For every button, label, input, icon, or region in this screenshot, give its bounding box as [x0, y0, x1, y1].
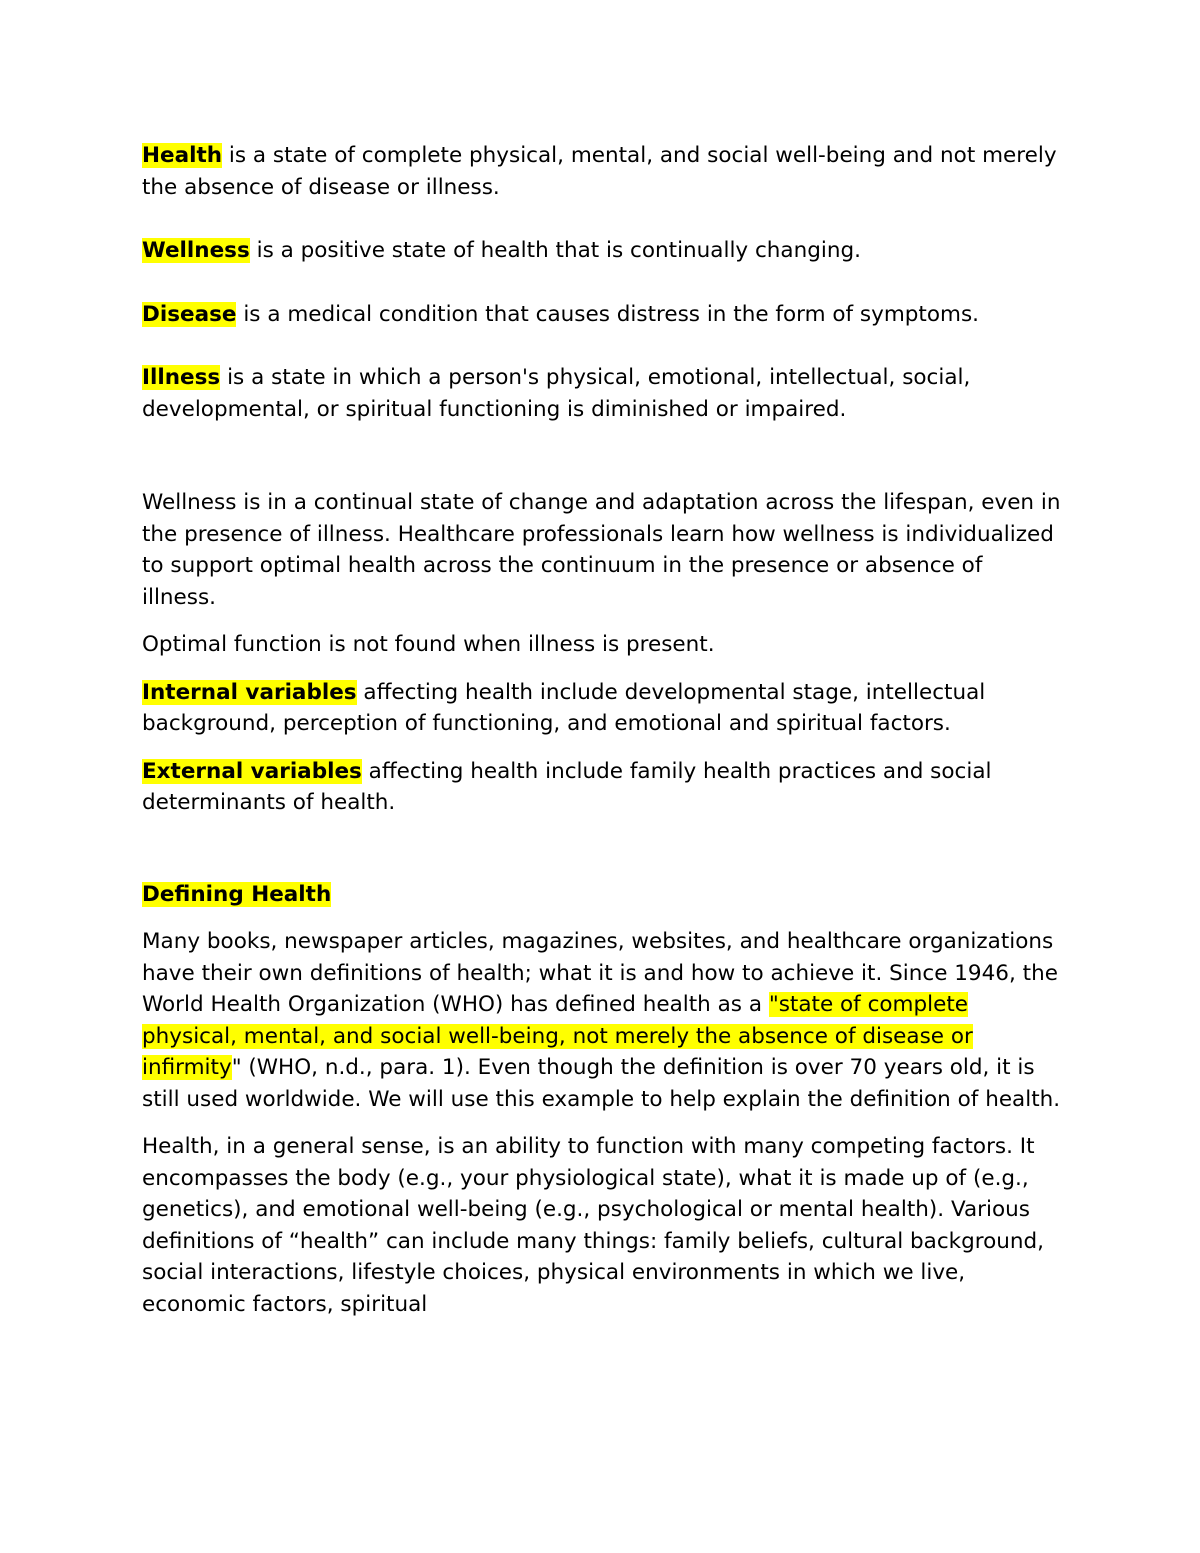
external-variables-text: affecting health include family health practices and social determinants of health.	[142, 758, 992, 815]
paragraph-1-after: " (WHO, n.d., para. 1). Even though the definition is over 70 years old, it is still used worldwide. We will use this example to help explain the definition of health.	[142, 1055, 1061, 1112]
paragraph-1-before: Many books, newspaper articles, magazines, websites, and healthcare organizations have their own definitions of health; what it is and how to achieve it. Since 1946, the World Health Organization (WHO) has defined health as a	[142, 929, 1058, 1017]
term-wellness: Wellness	[142, 238, 250, 263]
optimal-function-statement: Optimal function is not found when illness is present.	[142, 632, 715, 657]
section-heading-text: Defining Health	[142, 881, 332, 907]
defining-health-paragraph-2: Health, in a general sense, is an ability to function with many competing factors. It encompasses the body (e.g., your physiological state), what it is made up of (e.g., genetics), and emotional well-being (e.g., psychological or mental health). Various definitions of “health” can include many things: family beliefs, cultural background, social interactions, lifestyle choices, physical environments in which we live, economic factors, spiritual	[142, 1134, 1045, 1317]
definition-health-text: is a state of complete physical, mental, and social well-being and not merely the absence of disease or illness.	[142, 143, 1057, 200]
definition-illness-text: is a state in which a person's physical, emotional, intellectual, social, developmental, or spiritual functioning is diminished or impaired.	[142, 365, 971, 422]
internal-variables-text: affecting health include developmental stage, intellectual background, perception of functioning, and emotional and spiritual factors.	[142, 679, 986, 736]
section-heading	[142, 879, 1062, 911]
term-disease: Disease	[142, 301, 237, 327]
wellness-paragraph: Wellness is in a continual state of change and adaptation across the lifespan, even in the presence of illness. Healthcare professionals learn how wellness is individualized to support optimal health across the continuum in the presence or absence of illness.	[142, 490, 1061, 610]
internal-variables-paragraph	[142, 677, 1062, 740]
definition-disease-text: is a medical condition that causes distress in the form of symptoms.	[236, 301, 979, 327]
document-page	[142, 140, 1062, 1320]
defining-health-paragraph-1	[142, 926, 1062, 1115]
term-illness: Illness	[142, 365, 221, 390]
definition-illness	[142, 362, 1062, 425]
term-health: Health	[142, 143, 223, 168]
who-quote-highlight: "state of complete physical, mental, and social well-being, not merely the absence of disease or infirmity	[142, 992, 973, 1080]
term-internal-variables: Internal variables	[142, 679, 357, 705]
term-external-variables: External variables	[142, 758, 362, 784]
definition-disease	[142, 299, 1062, 331]
definition-health	[142, 140, 1062, 203]
definition-wellness	[142, 235, 1062, 267]
definition-wellness-text: is a positive state of health that is continually changing.	[249, 238, 861, 263]
external-variables-paragraph	[142, 756, 1062, 819]
